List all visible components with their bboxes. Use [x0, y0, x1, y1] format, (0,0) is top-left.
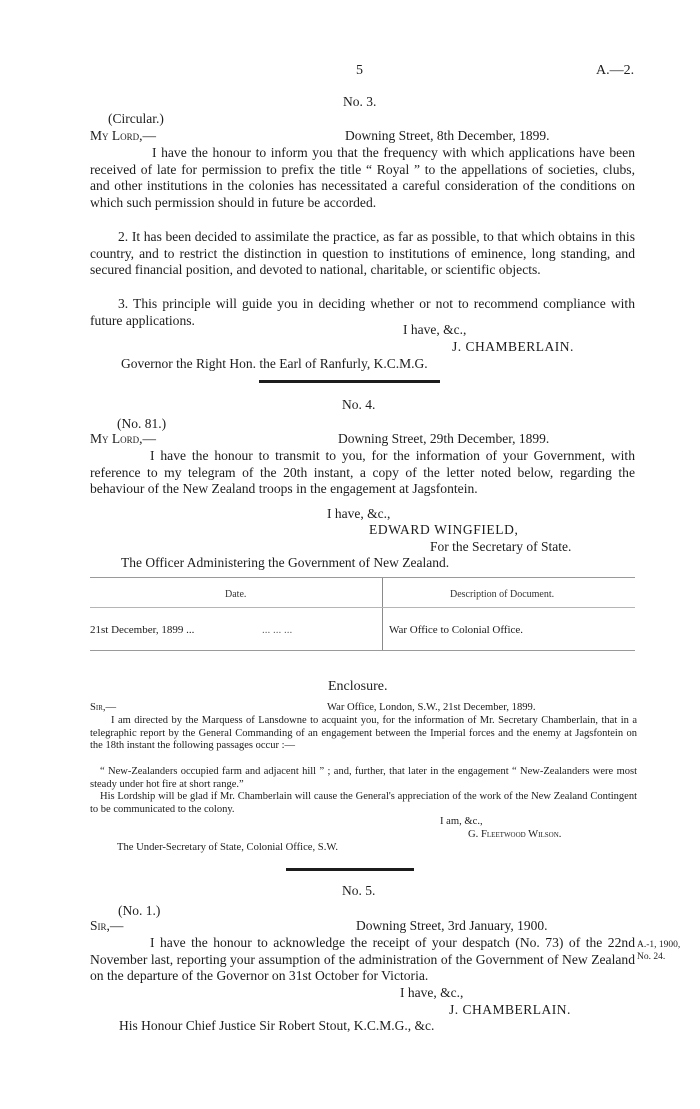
place-date: Downing Street, 3rd January, 1900.	[356, 918, 548, 933]
margin-note: No. 24.	[637, 952, 666, 962]
salutation: Sir,—	[90, 702, 117, 713]
addressee: The Under-Secretary of State, Colonial Office, S.W.	[117, 842, 339, 853]
paragraph: 2. It has been decided to assimilate the practice, as far as possible, to that which obtains in this country, and to restrict the distinction in question to institutions of eminence, long standing, and secured financial position, and devoted to national, charitable, or scientific objects.	[90, 229, 635, 278]
paragraph: I have the honour to acknowledge the receipt of your despatch (No. 73) of the 22nd November last, reporting your assumption of the administration of the Government of New Zealand on the departure of the Governor on 31st October for Victoria.	[90, 935, 635, 984]
table-bottom-rule	[90, 650, 635, 651]
paragraph: I have the honour to inform you that the frequency with which applications have been received of late for permission to prefix the title “ Royal ” to the appellations of societies, clubs, and other institutions in the colonies has necessitated a careful consideration of the conditions on which such permission should in future be accorded.	[90, 145, 635, 211]
place-date: War Office, London, S.W., 21st December, 1899.	[327, 702, 536, 713]
signature: EDWARD WINGFIELD,	[369, 522, 519, 537]
table-cell-description: War Office to Colonial Office.	[389, 624, 524, 636]
addressee: Governor the Right Hon. the Earl of Ranfurly, K.C.M.G.	[121, 356, 428, 371]
paper-reference: A.—2.	[596, 63, 635, 78]
quoted-passage: “ New-Zealanders occupied farm and adjacent hill ” ; and, further, that later in the engagement “ New-Zealanders were most steady under hot fire at short range.”	[90, 766, 637, 790]
closing: I have, &c.,	[400, 985, 464, 1000]
salutation: My Lord,—	[90, 128, 157, 143]
section-divider	[286, 868, 414, 871]
salutation: Sir,—	[90, 918, 124, 933]
table-header-rule	[90, 607, 635, 608]
column-header-description: Description of Document.	[450, 589, 555, 600]
table-leader-dots: ... ... ...	[262, 624, 293, 636]
letter-ref: (No. 81.)	[117, 416, 167, 431]
letter-ref: (No. 1.)	[118, 903, 161, 918]
signature-title: For the Secretary of State.	[430, 539, 572, 554]
paragraph: 3. This principle will guide you in deciding whether or not to recommend compliance with future applications.	[90, 296, 635, 328]
place-date: Downing Street, 8th December, 1899.	[345, 128, 550, 143]
letter-heading: No. 3.	[343, 94, 377, 109]
paragraph: I have the honour to transmit to you, for the information of your Government, with reference to my telegram of the 20th instant, a copy of the letter noted below, regarding the behaviour of the New Zealand troops in the engagement at Jagsfontein.	[90, 448, 635, 497]
salutation: My Lord,—	[90, 431, 157, 446]
addressee: The Officer Administering the Government of New Zealand.	[121, 555, 450, 570]
paragraph: His Lordship will be glad if Mr. Chamberlain will cause the General's appreciation of the work of the New Zealand Contingent to be communicated to the colony.	[90, 791, 637, 815]
table-top-rule	[90, 577, 635, 578]
signature: J. CHAMBERLAIN.	[452, 339, 574, 354]
addressee: His Honour Chief Justice Sir Robert Stout, K.C.M.G., &c.	[119, 1018, 435, 1033]
table-column-divider	[382, 578, 383, 650]
page-number: 5	[356, 63, 363, 78]
place-date: Downing Street, 29th December, 1899.	[338, 431, 550, 446]
paragraph: I am directed by the Marquess of Lansdowne to acquaint you, for the information of Mr. Secretary Chamberlain, that in a telegraphic report by the General Commanding of an engagement between the Imperial forces and the enemy at Jagsfontein on the 18th instant the following passages occur :—	[90, 715, 637, 752]
letter-heading: No. 5.	[342, 883, 376, 898]
signature: J. CHAMBERLAIN.	[449, 1002, 571, 1017]
letter-heading: No. 4.	[342, 397, 376, 412]
circular-label: (Circular.)	[108, 111, 164, 126]
closing: I have, &c.,	[403, 322, 467, 337]
column-header-date: Date.	[225, 589, 247, 600]
margin-note: A.-1, 1900,	[637, 940, 681, 950]
section-divider	[259, 380, 440, 383]
enclosure-heading: Enclosure.	[328, 679, 388, 694]
signature: G. Fleetwood Wilson.	[468, 829, 562, 840]
table-cell-date: 21st December, 1899 ...	[90, 624, 195, 636]
closing: I have, &c.,	[327, 506, 391, 521]
closing: I am, &c.,	[440, 816, 483, 827]
